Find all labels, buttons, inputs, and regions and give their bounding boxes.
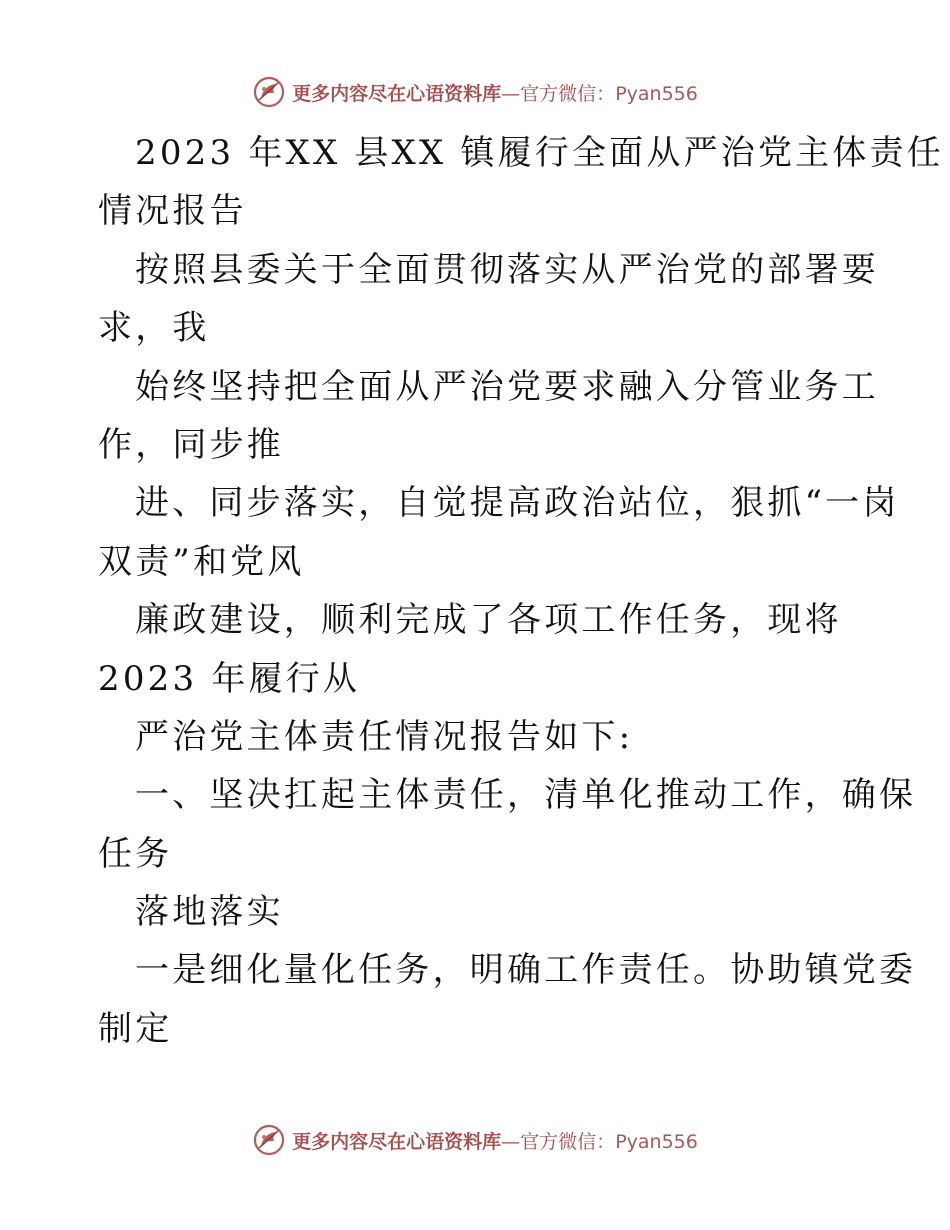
text-line: 按照县委关于全面贯彻落实从严治党的部署要 bbox=[135, 249, 879, 290]
site-name: 更多内容尽在心语资料库 bbox=[292, 1130, 502, 1153]
text-line: 双责”和党风 bbox=[98, 541, 305, 582]
watermark-text bbox=[292, 1127, 698, 1154]
text-line: 一、坚决扛起主体责任，清单化推动工作，确保 bbox=[135, 775, 917, 816]
text-line: 2023 年履行从 bbox=[98, 658, 361, 699]
text-line: 廉政建设，顺利完成了各项工作任务，现将 bbox=[135, 600, 842, 641]
text-line: 严治党主体责任情况报告如下: bbox=[135, 716, 634, 757]
header-watermark-banner bbox=[0, 72, 950, 112]
text-line: 始终坚持把全面从严治党要求融入分管业务工 bbox=[135, 366, 879, 407]
text-line: 作，同步推 bbox=[98, 424, 284, 465]
wechat-id: Pyan556 bbox=[615, 1130, 698, 1153]
footer-watermark-banner bbox=[0, 1120, 950, 1160]
brand-logo-icon bbox=[252, 1123, 286, 1157]
text-line: 一是细化量化任务，明确工作责任。协助镇党委 bbox=[135, 950, 917, 991]
text-line: 进、同步落实，自觉提高政治站位，狠抓“一岗 bbox=[135, 483, 900, 524]
wechat-label: 官方微信： bbox=[520, 82, 616, 105]
brand-logo-icon bbox=[252, 75, 286, 109]
text-line: 任务 bbox=[98, 833, 173, 874]
text-line: 情况报告 bbox=[98, 191, 247, 232]
text-line: 落地落实 bbox=[135, 892, 284, 933]
text-line: 2023 年XX 县XX 镇履行全面从严治党主体责任 bbox=[135, 133, 944, 173]
document-body bbox=[98, 124, 944, 1058]
text-line: 制定 bbox=[98, 1008, 173, 1049]
text-line: 求，我 bbox=[98, 308, 210, 349]
separator-dash: — bbox=[501, 1130, 521, 1153]
wechat-id: Pyan556 bbox=[615, 82, 698, 105]
site-name: 更多内容尽在心语资料库 bbox=[292, 82, 502, 105]
watermark-text bbox=[292, 79, 698, 106]
separator-dash: — bbox=[501, 82, 521, 105]
wechat-label: 官方微信： bbox=[520, 1130, 616, 1153]
